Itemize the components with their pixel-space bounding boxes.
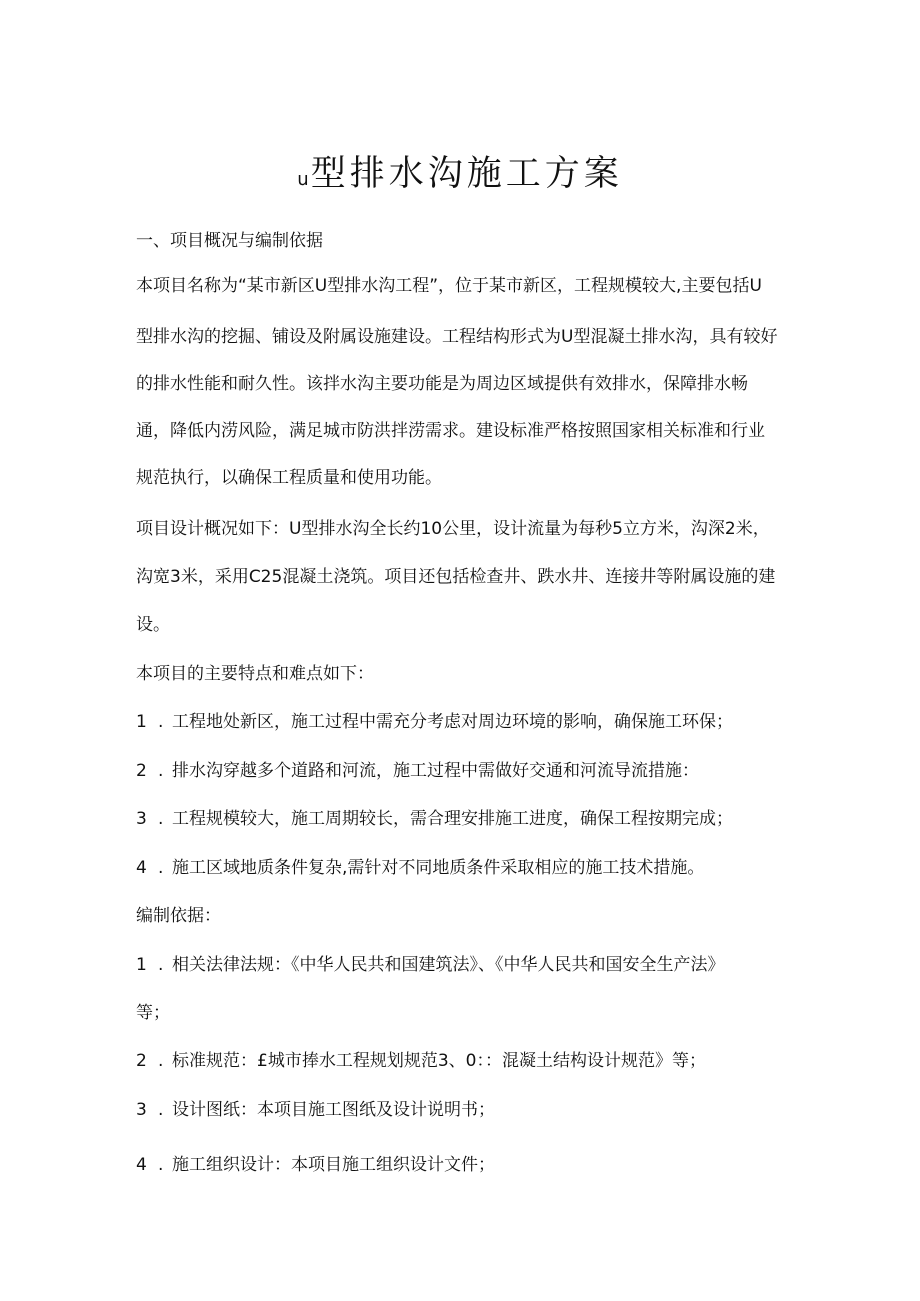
title-main: 型排水沟施工方案: [310, 154, 623, 194]
basis-number: 3: [136, 1100, 147, 1120]
feature-number: 1: [136, 712, 147, 732]
basis-text: 设计图纸：本项目施工图纸及设计说明书；: [172, 1100, 495, 1120]
design-line: 沟宽3米，采用C25混凝土浇筑。项目还包括检查井、跌水井、连接井等附属设施的建: [136, 567, 776, 587]
title-prefix: u: [297, 169, 309, 190]
design-line: 项目设计概况如下：U型排水沟全长约10公里，设计流量为每秒5立方米，沟深2米，: [136, 519, 770, 539]
feature-text: 工程规模较大，施工周期较长，需合理安排施工进度，确保工程按期完成；: [172, 809, 733, 829]
intro-line: 本项目名称为“某市新区U型排水沟工程”，位于某市新区，工程规模较大,主要包括U: [136, 276, 762, 296]
basis-text: 施工组织设计：本项目施工组织设计文件；: [172, 1155, 495, 1175]
feature-number: 2: [136, 761, 147, 781]
section-heading: 一、项目概况与编制依据: [136, 231, 323, 251]
feature-item: 1 . 工程地处新区，施工过程中需充分考虑对周边环境的影响，确保施工环保；: [136, 712, 733, 732]
intro-line: 的排水性能和耐久性。该拌水沟主要功能是为周边区域提供有效排水，保障排水畅: [136, 374, 748, 394]
basis-heading: 编制依据：: [136, 906, 221, 926]
feature-number: 4: [136, 858, 147, 878]
basis-text: 标准规范：£城市捧水工程规划规范3、0：：混凝土结构设计规范》等；: [172, 1051, 706, 1071]
feature-text: 排水沟穿越多个道路和河流，施工过程中需做好交通和河流导流措施：: [172, 761, 699, 781]
basis-item: 2 . 标准规范：£城市捧水工程规划规范3、0：：混凝土结构设计规范》等；: [136, 1051, 706, 1071]
feature-text: 施工区域地质条件复杂,需针对不同地质条件采取相应的施工技术措施。: [172, 858, 705, 878]
intro-line: 通，降低内涝风险，满足城市防洪拌涝需求。建设标准严格按照国家相关标准和行业: [136, 421, 765, 441]
feature-item: 2 . 排水沟穿越多个道路和河流，施工过程中需做好交通和河流导流措施：: [136, 761, 699, 781]
basis-text: 相关法律法规：《中华人民共和国建筑法》、《中华人民共和国安全生产法》: [172, 955, 725, 975]
feature-item: 4 . 施工区域地质条件复杂,需针对不同地质条件采取相应的施工技术措施。: [136, 858, 705, 878]
intro-line: 规范执行，以确保工程质量和使用功能。: [136, 468, 442, 488]
features-heading: 本项目的主要特点和难点如下：: [136, 664, 374, 684]
basis-item: 4 . 施工组织设计：本项目施工组织设计文件；: [136, 1155, 495, 1175]
basis-number: 2: [136, 1051, 147, 1071]
basis-number: 4: [136, 1155, 147, 1175]
basis-continuation: 等；: [136, 1003, 170, 1023]
feature-item: 3 . 工程规模较大，施工周期较长，需合理安排施工进度，确保工程按期完成；: [136, 809, 733, 829]
basis-item: 1 . 相关法律法规：《中华人民共和国建筑法》、《中华人民共和国安全生产法》: [136, 955, 725, 975]
feature-text: 工程地处新区，施工过程中需充分考虑对周边环境的影响，确保施工环保；: [172, 712, 733, 732]
feature-number: 3: [136, 809, 147, 829]
page-title: [0, 146, 920, 196]
intro-line: 型排水沟的挖掘、铺设及附属设施建设。工程结构形式为U型混凝土排水沟，具有较好: [136, 327, 778, 347]
design-line: 设。: [136, 615, 170, 635]
basis-number: 1: [136, 955, 147, 975]
basis-item: 3 . 设计图纸：本项目施工图纸及设计说明书；: [136, 1100, 495, 1120]
